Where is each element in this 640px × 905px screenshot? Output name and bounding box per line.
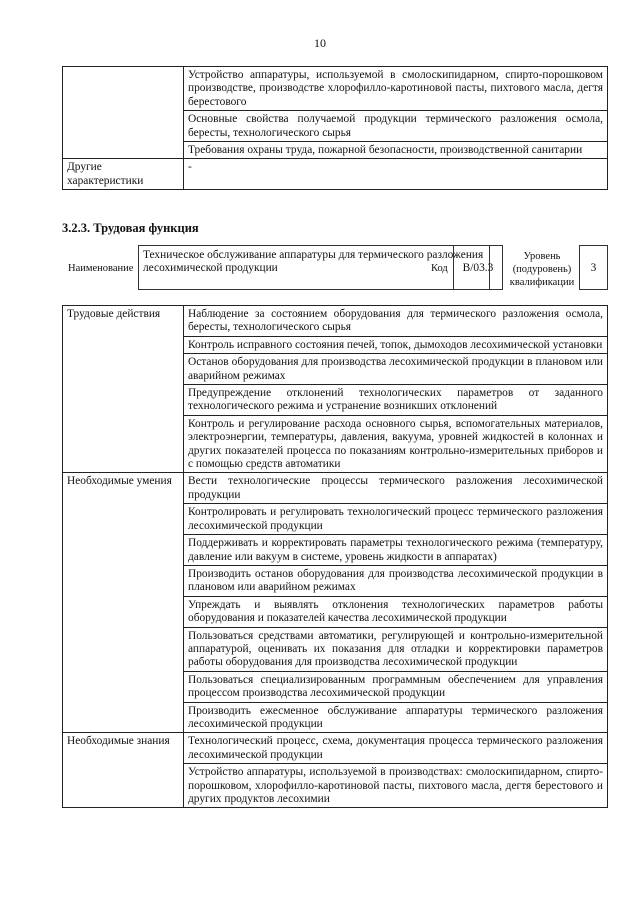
group-item: Контролировать и регулировать технологический процесс термического разложения лесохимической продукции xyxy=(184,504,608,535)
code-label: Код xyxy=(431,263,448,274)
group-label: Трудовые действия xyxy=(63,306,184,473)
table-row xyxy=(63,306,608,337)
continuation-table xyxy=(62,66,608,190)
group-item: Устройство аппаратуры, используемой в производствах: смолоскипидарном, спирто-порошковом, хлорофилло-каротиновой пасты, пихтового масла, дегтя берестового и других продуктов лесохимии xyxy=(184,764,608,808)
name-label: Наименование xyxy=(68,263,134,274)
row-text: Устройство аппаратуры, используемой в смолоскипидарном, спирто-порошковом производстве, производстве хлорофилло-каротиновой пасты, пихтового масла, дегтя берестового xyxy=(184,67,608,111)
group-item: Контроль и регулирование расхода основного сырья, вспомогательных материалов, электроэнергии, температуры, давления, вакуума, уровней жидкостей в колоннах и других показателей процесса по показаниям контрольно-измерительных приборов и с помощью средств автоматики xyxy=(184,415,608,473)
row-label xyxy=(63,67,184,159)
row-text: - xyxy=(184,159,608,190)
group-item: Пользоваться средствами автоматики, регулирующей и контрольно-измерительной аппаратурой, оценивать их показания для отладки и корректировки параметров работы оборудования для производства лесохимической продукции xyxy=(184,627,608,671)
function-code: B/03.3 xyxy=(453,245,503,290)
group-item: Контроль исправного состояния печей, топок, дымоходов лесохимической установки xyxy=(184,336,608,353)
group-item: Производить ежесменное обслуживание аппаратуры термического разложения лесохимической продукции xyxy=(184,702,608,733)
group-item: Производить останов оборудования для производства лесохимической продукции в плановом или аварийном режимах xyxy=(184,565,608,596)
group-item: Пользоваться специализированным программным обеспечением для управления процессом производства лесохимической продукции xyxy=(184,671,608,702)
row-label: Другие характеристики xyxy=(63,159,184,190)
group-item: Останов оборудования для производства лесохимической продукции в плановом или аварийном режимах xyxy=(184,354,608,385)
table-row xyxy=(63,67,608,111)
page-number: 10 xyxy=(314,36,326,50)
group-item: Технологический процесс, схема, документация процесса термического разложения лесохимической продукции xyxy=(184,733,608,764)
section-heading: 3.2.3. Трудовая функция xyxy=(62,221,199,235)
page-bottom xyxy=(0,898,640,899)
group-label: Необходимые знания xyxy=(63,733,184,808)
function-header xyxy=(62,245,608,293)
table-row xyxy=(63,733,608,764)
function-name: Техническое обслуживание аппаратуры для термического разложения лесохимической продукции xyxy=(138,245,490,290)
group-item: Вести технологические процессы термического разложения лесохимической продукции xyxy=(184,473,608,504)
row-text: Основные свойства получаемой продукции термического разложения осмола, бересты, технологического сырья xyxy=(184,111,608,142)
group-item: Наблюдение за состоянием оборудования для термического разложения осмола, бересты, технологического сырья xyxy=(184,306,608,337)
group-item: Упреждать и выявлять отклонения технологических параметров работы оборудования и показателей качества лесохимической продукции xyxy=(184,596,608,627)
level-label: Уровень (подуровень) квалификации xyxy=(509,251,575,288)
table-row xyxy=(63,159,608,190)
group-item: Предупреждение отклонений технологических параметров от заданного технологического режима и устранение возникших отклонений xyxy=(184,385,608,416)
function-table xyxy=(62,305,608,808)
level-value: 3 xyxy=(579,245,608,290)
group-item: Поддерживать и корректировать параметры технологического режима (температуру, давление или вакуум в системе, уровень жидкости в аппаратах) xyxy=(184,535,608,566)
table-row xyxy=(63,473,608,504)
row-text: Требования охраны труда, пожарной безопасности, производственной санитарии xyxy=(184,142,608,159)
group-label: Необходимые умения xyxy=(63,473,184,733)
